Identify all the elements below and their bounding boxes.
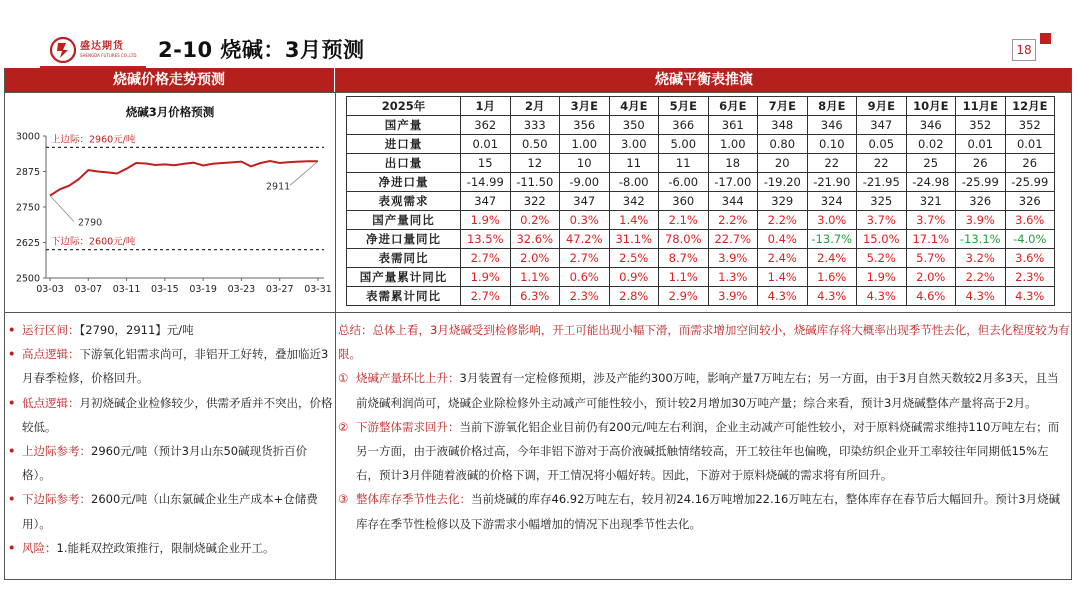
table-cell: 3.9% xyxy=(708,287,758,306)
table-cell: 322 xyxy=(510,192,560,211)
table-cell: 47.2% xyxy=(560,230,610,249)
bullet-dot-icon: • xyxy=(8,323,16,337)
bullet-label: 高点逻辑： xyxy=(22,347,80,362)
table-cell: 2.0% xyxy=(510,249,560,268)
table-cell: 1.4% xyxy=(758,268,808,287)
table-row xyxy=(347,287,1055,306)
table-cell: 1.6% xyxy=(807,268,857,287)
row-label: 国产量 xyxy=(347,116,461,135)
y-tick-label: 3000 xyxy=(15,131,40,143)
table-cell: -17.00 xyxy=(708,173,758,192)
table-cell: 347 xyxy=(560,192,610,211)
table-cell: 1.3% xyxy=(708,268,758,287)
bullet-text: 【2790，2911】元/吨 xyxy=(79,323,194,337)
row-label: 出口量 xyxy=(347,154,461,173)
table-cell: 0.50 xyxy=(510,135,560,154)
balance-table-column-header: 12月E xyxy=(1005,97,1055,116)
table-cell: 2.7% xyxy=(461,249,511,268)
table-cell: 324 xyxy=(807,192,857,211)
x-tick-label: 03-11 xyxy=(112,284,141,295)
frame-bottom-border xyxy=(4,579,1072,580)
x-tick-label: 03-23 xyxy=(227,284,256,295)
frame-header-divider xyxy=(4,92,1072,93)
bullet-dot-icon: • xyxy=(8,540,16,555)
balance-table-column-header: 9月E xyxy=(857,97,907,116)
table-cell: 2.7% xyxy=(560,249,610,268)
annotation-leader-line xyxy=(290,161,318,185)
frame-right-border xyxy=(1071,68,1072,580)
row-label: 国产量同比 xyxy=(347,211,461,230)
point-number: ② xyxy=(338,419,349,434)
table-cell: 11 xyxy=(659,154,709,173)
point-text: 3月装置有一定检修预期，涉及产能约300万吨，影响产量7万吨左右；另一方面，由于3月自然天数较2月多3天，且当前烧碱利润尚可，烧碱企业除检修外主动减产可能性较小，预计较2月增加30万吨产量；综合来看，预计3月烧碱整体产量将高于2月。 xyxy=(356,371,1059,410)
bullet-label: 上边际参考： xyxy=(22,444,91,459)
table-cell: 325 xyxy=(857,192,907,211)
table-cell: 360 xyxy=(659,192,709,211)
table-cell: 321 xyxy=(906,192,956,211)
balance-table-header-row xyxy=(347,97,1055,116)
chart-title: 烧碱3月价格预测 xyxy=(125,105,215,119)
page-number: 18 xyxy=(1012,39,1036,61)
table-cell: 333 xyxy=(510,116,560,135)
table-cell: -13.7% xyxy=(807,230,857,249)
table-cell: 1.4% xyxy=(609,211,659,230)
table-row xyxy=(347,249,1055,268)
table-cell: 2.2% xyxy=(708,211,758,230)
table-cell: 25 xyxy=(906,154,956,173)
table-cell: 347 xyxy=(461,192,511,211)
analysis-summary: 总结：总体上看，3月烧碱受到检修影响，开工可能出现小幅下滑，而需求增加空间较小，烧碱库存将大概率出现季节性去化，但去化程度较为有限。 xyxy=(338,323,1070,362)
balance-table-column-header: 6月E xyxy=(708,97,758,116)
bullet-item xyxy=(8,318,334,342)
bullet-label: 下边际参考： xyxy=(22,492,91,507)
table-cell: 3.7% xyxy=(906,211,956,230)
table-cell: 0.2% xyxy=(510,211,560,230)
row-label: 表需累计同比 xyxy=(347,287,461,306)
balance-table xyxy=(346,96,1055,306)
bullet-text: 月初烧碱企业检修较少，供需矛盾并不突出，价格较低。 xyxy=(22,395,333,434)
balance-table-column-header: 8月E xyxy=(807,97,857,116)
table-cell: 356 xyxy=(560,116,610,135)
analysis-point xyxy=(338,366,1070,414)
table-cell: -21.95 xyxy=(857,173,907,192)
point-heading: 整体库存季节性去化： xyxy=(356,492,471,507)
row-label: 净进口量同比 xyxy=(347,230,461,249)
point-text: 当前下游氧化铝企业目前仍有200元/吨左右利润，企业主动减产可能性较小，对于原料烧碱需求维持110万吨左右；而另一方面，由于液碱价格过高，今年非铝下游对于高价液碱抵触情绪较高，开工较往年也偏晚，印染纺织企业开工率较往年同期低15%左右，预计3月伴随着液碱的价格下调，开工情况将小幅好转。因此，下游对于原料烧碱的需求将有所回升。 xyxy=(356,419,1060,483)
table-cell: 2.2% xyxy=(956,268,1006,287)
table-row xyxy=(347,192,1055,211)
table-cell: 3.9% xyxy=(708,249,758,268)
table-cell: 347 xyxy=(857,116,907,135)
point-number: ① xyxy=(338,371,349,386)
table-cell: 8.7% xyxy=(659,249,709,268)
table-cell: -4.0% xyxy=(1005,230,1055,249)
table-cell: 326 xyxy=(956,192,1006,211)
table-cell: 4.6% xyxy=(906,287,956,306)
lower-limit-label: 下边际：2600元/吨 xyxy=(51,236,136,248)
annotation-leader-line xyxy=(50,196,74,222)
x-tick-label: 03-31 xyxy=(304,284,332,295)
table-cell: 11 xyxy=(609,154,659,173)
y-tick-label: 2875 xyxy=(15,167,40,178)
table-cell: 346 xyxy=(906,116,956,135)
bullet-dot-icon: • xyxy=(8,444,16,459)
balance-table-column-header: 2月 xyxy=(510,97,560,116)
bullet-label: 低点逻辑： xyxy=(22,395,80,410)
table-cell: -13.1% xyxy=(956,230,1006,249)
table-cell: -21.90 xyxy=(807,173,857,192)
table-cell: 1.00 xyxy=(560,135,610,154)
table-cell: 26 xyxy=(1005,154,1055,173)
table-cell: 4.3% xyxy=(857,287,907,306)
x-tick-label: 03-03 xyxy=(36,284,64,295)
table-cell: 3.2% xyxy=(956,249,1006,268)
balance-table-column-header: 2025年 xyxy=(347,97,461,116)
table-cell: 5.2% xyxy=(857,249,907,268)
bullet-item xyxy=(8,487,334,535)
annotation-label: 2790 xyxy=(78,217,103,229)
table-cell: 78.0% xyxy=(659,230,709,249)
point-number: ③ xyxy=(338,492,349,507)
analysis-point xyxy=(338,487,1070,535)
table-cell: 0.3% xyxy=(560,211,610,230)
table-cell: 26 xyxy=(956,154,1006,173)
table-cell: 0.10 xyxy=(807,135,857,154)
bullet-item xyxy=(8,342,334,390)
table-cell: 17.1% xyxy=(906,230,956,249)
logo-chinese-name: 盛达期货 xyxy=(80,41,124,52)
bullet-text: 1.能耗双控政策推行，限制烧碱企业开工。 xyxy=(56,540,275,555)
table-cell: 1.9% xyxy=(857,268,907,287)
row-label: 国产量累计同比 xyxy=(347,268,461,287)
table-cell: 2.5% xyxy=(609,249,659,268)
table-cell: 2.4% xyxy=(807,249,857,268)
table-row xyxy=(347,268,1055,287)
bullet-label: 运行区间： xyxy=(22,323,80,337)
table-cell: -19.20 xyxy=(758,173,808,192)
table-cell: 2.2% xyxy=(758,211,808,230)
table-cell: 2.8% xyxy=(609,287,659,306)
y-tick-label: 2500 xyxy=(15,273,40,285)
analysis-text xyxy=(338,318,1070,536)
point-text: 当前烧碱的库存46.92万吨左右，较月初24.16万吨增加22.16万吨左右，整体库存在春节后大幅回升。预计3月烧碱库存在季节性检修以及下游需求小幅增加的情况下出现季节性去化。 xyxy=(356,492,1061,531)
table-cell: 352 xyxy=(956,116,1006,135)
table-cell: 0.01 xyxy=(956,135,1006,154)
x-tick-label: 03-07 xyxy=(74,284,103,295)
bullet-text: 下游氧化铝需求尚可，非铝开工好转，叠加临近3月春季检修，价格回升。 xyxy=(22,347,329,386)
table-cell: 3.7% xyxy=(857,211,907,230)
table-cell: 15.0% xyxy=(857,230,907,249)
balance-table-section-title: 烧碱平衡表推演 xyxy=(336,68,1072,92)
company-logo xyxy=(50,36,146,64)
point-heading: 下游整体需求回升： xyxy=(356,419,460,434)
table-cell: -24.98 xyxy=(906,173,956,192)
frame-horizontal-divider xyxy=(4,312,1072,313)
y-tick-label: 2625 xyxy=(15,238,40,249)
table-cell: 4.3% xyxy=(758,287,808,306)
table-cell: 362 xyxy=(461,116,511,135)
balance-table-column-header: 1月 xyxy=(461,97,511,116)
table-cell: 1.9% xyxy=(461,268,511,287)
row-label: 表观需求 xyxy=(347,192,461,211)
table-cell: 3.0% xyxy=(807,211,857,230)
frame-left-border xyxy=(4,68,5,580)
annotation-label: 2911 xyxy=(266,181,291,193)
table-cell: 350 xyxy=(609,116,659,135)
analysis-point xyxy=(338,415,1070,488)
table-cell: 0.01 xyxy=(1005,135,1055,154)
table-cell: -8.00 xyxy=(609,173,659,192)
table-cell: 0.4% xyxy=(758,230,808,249)
table-cell: 2.3% xyxy=(560,287,610,306)
table-cell: -14.99 xyxy=(461,173,511,192)
balance-table-column-header: 11月E xyxy=(956,97,1006,116)
price-trend-section-title: 烧碱价格走势预测 xyxy=(4,68,334,92)
table-row xyxy=(347,211,1055,230)
table-cell: 5.7% xyxy=(906,249,956,268)
bullet-text: 2960元/吨（预计3月山东50碱现货折百价格）。 xyxy=(22,444,308,483)
table-cell: 32.6% xyxy=(510,230,560,249)
table-cell: 18 xyxy=(708,154,758,173)
bullet-item xyxy=(8,439,334,487)
table-cell: 1.1% xyxy=(510,268,560,287)
bullet-label: 风险： xyxy=(22,540,57,555)
table-cell: 0.01 xyxy=(461,135,511,154)
balance-table-column-header: 3月E xyxy=(560,97,610,116)
bullet-dot-icon: • xyxy=(8,492,16,507)
x-tick-label: 03-15 xyxy=(151,284,179,295)
table-cell: -9.00 xyxy=(560,173,610,192)
table-cell: 4.3% xyxy=(807,287,857,306)
bullet-text: 2600元/吨（山东氯碱企业生产成本+仓储费用）。 xyxy=(22,492,318,531)
table-cell: 0.05 xyxy=(857,135,907,154)
table-cell: 1.9% xyxy=(461,211,511,230)
table-cell: 0.02 xyxy=(906,135,956,154)
table-cell: 31.1% xyxy=(609,230,659,249)
balance-table-column-header: 10月E xyxy=(906,97,956,116)
row-label: 表需同比 xyxy=(347,249,461,268)
table-cell: 20 xyxy=(758,154,808,173)
bullet-dot-icon: • xyxy=(8,395,16,410)
table-cell: 346 xyxy=(807,116,857,135)
row-label: 净进口量 xyxy=(347,173,461,192)
bullet-item xyxy=(8,391,334,439)
bullet-item xyxy=(8,536,334,560)
table-cell: 6.3% xyxy=(510,287,560,306)
table-cell: 2.4% xyxy=(758,249,808,268)
table-cell: 366 xyxy=(659,116,709,135)
table-cell: 0.9% xyxy=(609,268,659,287)
upper-limit-label: 上边际：2960元/吨 xyxy=(51,134,136,146)
table-row xyxy=(347,173,1055,192)
table-cell: 2.7% xyxy=(461,287,511,306)
company-logo-icon xyxy=(50,37,76,63)
bullet-dot-icon: • xyxy=(8,347,16,362)
table-cell: 10 xyxy=(560,154,610,173)
chart-canvas xyxy=(6,94,334,310)
table-cell: 0.6% xyxy=(560,268,610,287)
table-cell: 4.3% xyxy=(956,287,1006,306)
table-cell: 326 xyxy=(1005,192,1055,211)
point-heading: 烧碱产量环比上升： xyxy=(356,371,460,386)
balance-table-column-header: 4月E xyxy=(609,97,659,116)
table-cell: 3.6% xyxy=(1005,249,1055,268)
table-cell: 22.7% xyxy=(708,230,758,249)
table-cell: 348 xyxy=(758,116,808,135)
table-row xyxy=(347,135,1055,154)
balance-table-column-header: 5月E xyxy=(659,97,709,116)
table-cell: 3.9% xyxy=(956,211,1006,230)
table-row xyxy=(347,230,1055,249)
table-cell: 2.3% xyxy=(1005,268,1055,287)
table-cell: 3.00 xyxy=(609,135,659,154)
table-cell: 1.1% xyxy=(659,268,709,287)
balance-table-column-header: 7月E xyxy=(758,97,808,116)
table-cell: 1.00 xyxy=(708,135,758,154)
table-cell: 2.0% xyxy=(906,268,956,287)
table-cell: 15 xyxy=(461,154,511,173)
x-tick-label: 03-27 xyxy=(265,284,294,295)
table-cell: 342 xyxy=(609,192,659,211)
y-tick-label: 2750 xyxy=(15,202,40,214)
table-cell: -11.50 xyxy=(510,173,560,192)
row-label: 进口量 xyxy=(347,135,461,154)
table-row xyxy=(347,154,1055,173)
table-cell: -25.99 xyxy=(956,173,1006,192)
table-cell: 22 xyxy=(857,154,907,173)
table-cell: 5.00 xyxy=(659,135,709,154)
frame-vertical-divider xyxy=(335,68,336,580)
table-cell: 329 xyxy=(758,192,808,211)
table-cell: 12 xyxy=(510,154,560,173)
table-cell: 2.1% xyxy=(659,211,709,230)
table-cell: 344 xyxy=(708,192,758,211)
table-cell: 13.5% xyxy=(461,230,511,249)
price-logic-bullets xyxy=(8,318,334,560)
table-cell: 361 xyxy=(708,116,758,135)
table-cell: 2.9% xyxy=(659,287,709,306)
table-cell: -25.99 xyxy=(1005,173,1055,192)
table-cell: 0.80 xyxy=(758,135,808,154)
price-forecast-chart xyxy=(6,94,334,310)
x-tick-label: 03-19 xyxy=(189,284,217,295)
page-title: 2-10 烧碱：3月预测 xyxy=(158,38,365,62)
corner-square-decoration xyxy=(1040,33,1051,44)
table-cell: 4.3% xyxy=(1005,287,1055,306)
table-cell: -6.00 xyxy=(659,173,709,192)
table-cell: 22 xyxy=(807,154,857,173)
table-cell: 3.6% xyxy=(1005,211,1055,230)
logo-english-name: SHENGDA FUTURES CO.,LTD. xyxy=(80,53,138,58)
table-row xyxy=(347,116,1055,135)
table-cell: 352 xyxy=(1005,116,1055,135)
